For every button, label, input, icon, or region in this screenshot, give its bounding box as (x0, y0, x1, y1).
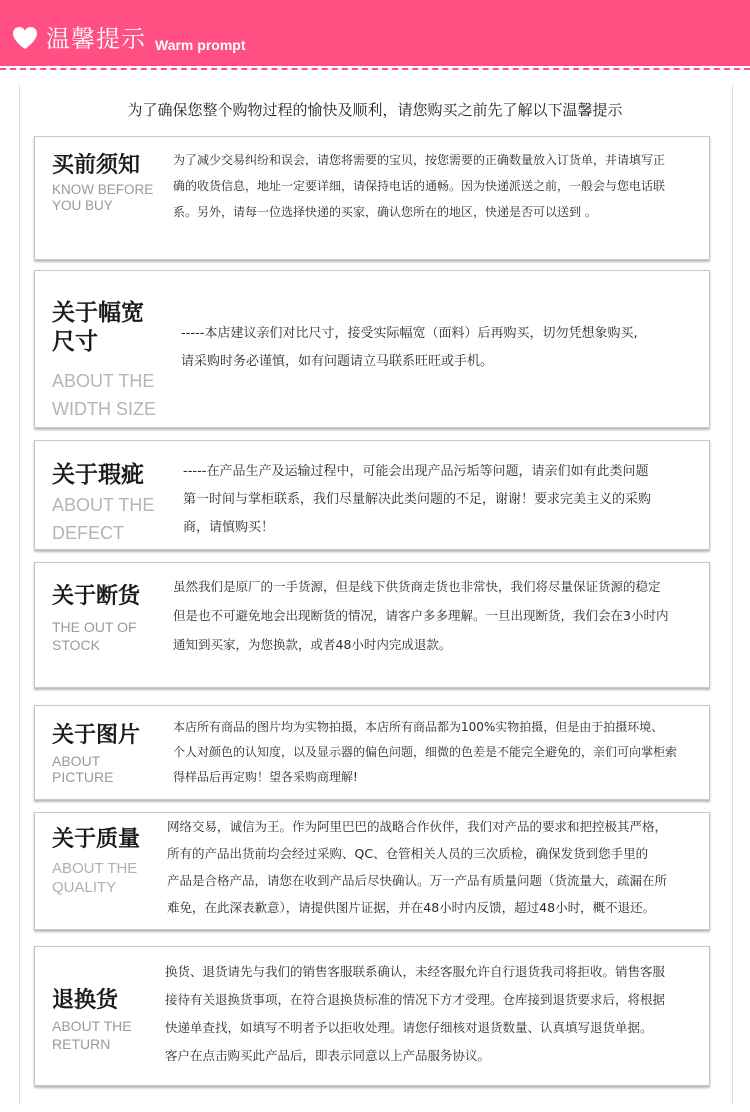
section-title-cn: 关于瑕疵 (52, 462, 144, 488)
header-banner (0, 0, 750, 67)
section-body-line: 通知到买家，为您换款，或者48小时内完成退款。 (173, 637, 452, 652)
section-title-en: THE OUT OF (52, 619, 137, 635)
section-body-line: 本店所有商品的图片均为实物拍摄，本店所有商品都为100%实物拍摄，但是由于拍摄环境、 (173, 720, 664, 734)
section-title-cn: 退换货 (52, 988, 119, 1013)
section-body-line: 快递单查找，如填写不明者予以拒收处理。请您仔细核对退货数量、认真填写退货单据。 (165, 1020, 653, 1035)
section-title-en: ABOUT (52, 753, 101, 769)
section-out-of-stock (34, 562, 710, 688)
section-return (34, 946, 710, 1086)
section-width-size (34, 270, 710, 428)
section-body-line: 产品是合格产品，请您在收到产品后尽快确认。万一产品有质量问题（货流量大，疏漏在所 (167, 873, 668, 888)
section-body-line: 接待有关退换货事项，在符合退换货标准的情况下方才受理。仓库接到退货要求后，将根据 (165, 992, 666, 1007)
section-body-line: 虽然我们是原厂的一手货源，但是线下供货商走货也非常快，我们将尽量保证货源的稳定 (173, 579, 661, 594)
section-title-cn: 关于幅宽 (52, 300, 144, 326)
section-defect (34, 440, 710, 550)
section-title-cn: 关于图片 (52, 723, 141, 748)
section-body-line: 商，请慎购买！ (183, 520, 275, 535)
section-title-cn: 关于断货 (52, 584, 141, 609)
section-body-line: 所有的产品出货前均会经过采购、QC、仓管相关人员的三次质检，确保发货到您手里的 (167, 846, 649, 861)
section-body-line: 得样品后再定购！望各采购商理解! (173, 770, 358, 784)
section-body-line: -----在产品生产及运输过程中，可能会出现产品污垢等问题，请亲们如有此类问题 (183, 464, 649, 479)
section-title-en: YOU BUY (52, 198, 113, 213)
heart-icon (12, 26, 38, 50)
section-title-en: DEFECT (52, 523, 124, 543)
section-body-line: 客户在点击购买此产品后，即表示同意以上产品服务协议。 (165, 1048, 491, 1063)
section-body-line: 为了减少交易纠纷和误会，请您将需要的宝贝，按您需要的正确数量放入订货单，并请填写正 (173, 153, 666, 167)
section-body-line: 确的收货信息，地址一定要详细，请保持电话的通畅。因为快递派送之前，一般会与您电话联 (173, 179, 666, 193)
section-title-en: KNOW BEFORE (52, 182, 154, 197)
section-title-cn: 买前须知 (52, 153, 141, 178)
section-body-line: 系。另外，请每一位选择快递的买家，确认您所在的地区，快递是否可以送到 。 (173, 205, 597, 219)
section-title-en: ABOUT THE (52, 371, 155, 391)
header-title-cn: 温馨提示 (46, 25, 146, 53)
section-title-cn: 关于质量 (52, 827, 141, 852)
section-body-line: 请采购时务必谨慎，如有问题请立马联系旺旺或手机。 (181, 354, 494, 369)
section-body-line: 个人对颜色的认知度，以及显示器的偏色问题，细微的色差是不能完全避免的，亲们可向掌柜索 (173, 745, 678, 759)
section-title-cn: 尺寸 (52, 329, 98, 355)
section-title-en: ABOUT THE (52, 860, 138, 877)
section-title-en: ABOUT THE (52, 1018, 132, 1034)
section-title-en: WIDTH SIZE (52, 399, 156, 419)
section-body-line: 难免，在此深表歉意），请提供图片证据，并在48小时内反馈，超过48小时，概不退还。 (167, 900, 656, 915)
section-title-en: STOCK (52, 637, 100, 653)
section-title-en: PICTURE (52, 769, 114, 785)
section-body-line: 换货、退货请先与我们的销售客服联系确认，未经客服允许自行退货我司将拒收。销售客服 (165, 964, 666, 979)
section-know-before-you-buy (34, 136, 710, 260)
intro-text: 为了确保您整个购物过程的愉快及顺利，请您购买之前先了解以下温馨提示 (127, 101, 623, 119)
section-picture (34, 705, 710, 800)
header-divider (0, 68, 750, 70)
section-title-en: ABOUT THE (52, 495, 155, 515)
section-body-line: -----本店建议亲们对比尺寸，接受实际幅宽（面料）后再购买，切勿凭想象购买, (181, 326, 638, 341)
section-body-line: 网络交易，诚信为王。作为阿里巴巴的战略合作伙伴，我们对产品的要求和把控极其严格， (167, 819, 668, 834)
section-title-en: QUALITY (52, 879, 117, 896)
header-title-en: Warm prompt (155, 37, 246, 53)
section-body-line: 第一时间与掌柜联系，我们尽量解决此类问题的不足，谢谢！要求完美主义的采购 (183, 492, 652, 507)
section-quality (34, 812, 710, 930)
section-title-en: RETURN (52, 1036, 111, 1052)
section-body-line: 但是也不可避免地会出现断货的情况，请客户多多理解。一旦出现断货，我们会在3小时内 (173, 608, 669, 623)
